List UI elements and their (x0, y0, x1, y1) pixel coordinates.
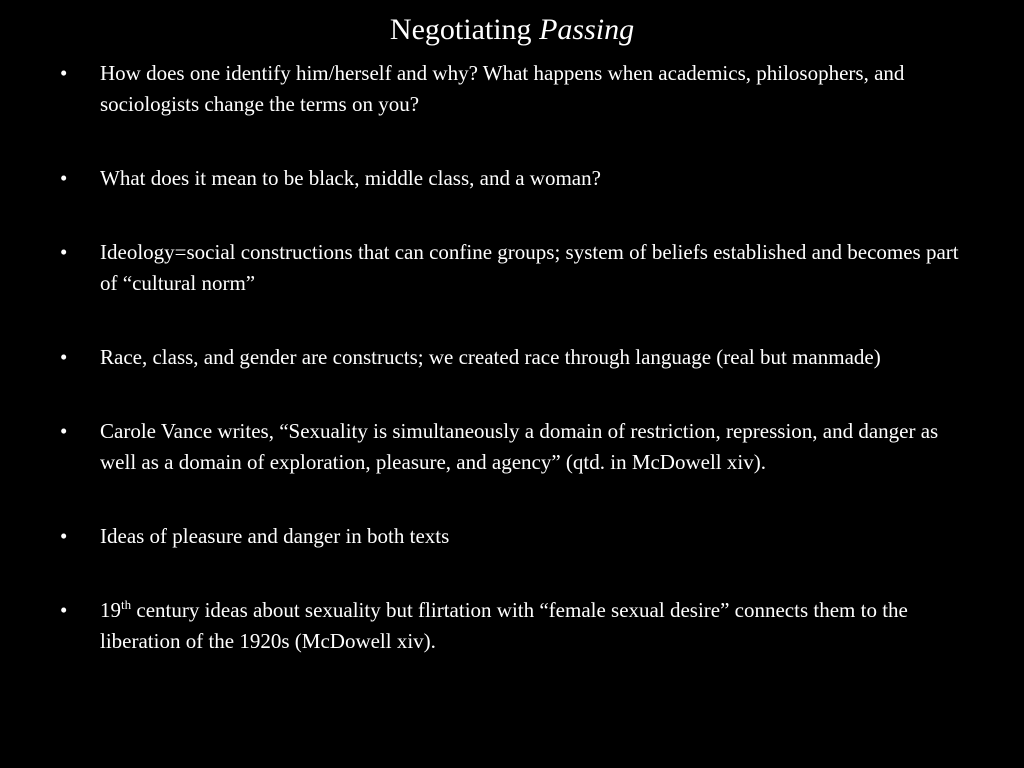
slide-title (0, 10, 1024, 50)
bullet-marker: • (60, 419, 68, 443)
bullet-marker: • (60, 598, 68, 622)
century-number: 19 (100, 598, 121, 622)
bullet-text-7 (100, 598, 908, 653)
bullet-text-4: Race, class, and gender are constructs; we created race through language (real but manmade) (100, 345, 881, 369)
bullet-item-4 (60, 342, 970, 373)
bullet-item-7 (60, 595, 970, 657)
bullet-marker: • (60, 524, 68, 548)
bullet-text-2: What does it mean to be black, middle class, and a woman? (100, 166, 601, 190)
ordinal-superscript: th (121, 597, 132, 612)
bullet-item-5 (60, 416, 970, 478)
bullet-text-3: Ideology=social constructions that can confine groups; system of beliefs established and becomes part of “cultural norm” (100, 240, 959, 295)
slide-title-italic: Passing (539, 13, 635, 46)
bullet-text-1: How does one identify him/herself and why? What happens when academics, philosophers, and sociologists change the terms on you? (100, 61, 905, 116)
bullet-text-7-body: century ideas about sexuality but flirtation with “female sexual desire” connects them to the liberation of the 1920s (McDowell xiv). (100, 598, 908, 653)
bullet-text-5: Carole Vance writes, “Sexuality is simultaneously a domain of restriction, repression, and danger as well as a domain of exploration, pleasure, and agency” (qtd. in McDowell xiv). (100, 419, 939, 474)
bullet-text-6: Ideas of pleasure and danger in both texts (100, 524, 450, 548)
bullet-item-6 (60, 521, 970, 552)
bullet-item-2 (60, 163, 970, 194)
bullet-marker: • (60, 61, 68, 85)
bullet-list (60, 58, 970, 657)
bullet-marker: • (60, 240, 68, 264)
slide-title-main: Negotiating (389, 13, 540, 46)
bullet-marker: • (60, 166, 68, 190)
bullet-item-3 (60, 237, 970, 299)
bullet-marker: • (60, 345, 68, 369)
bullet-item-1 (60, 58, 970, 120)
